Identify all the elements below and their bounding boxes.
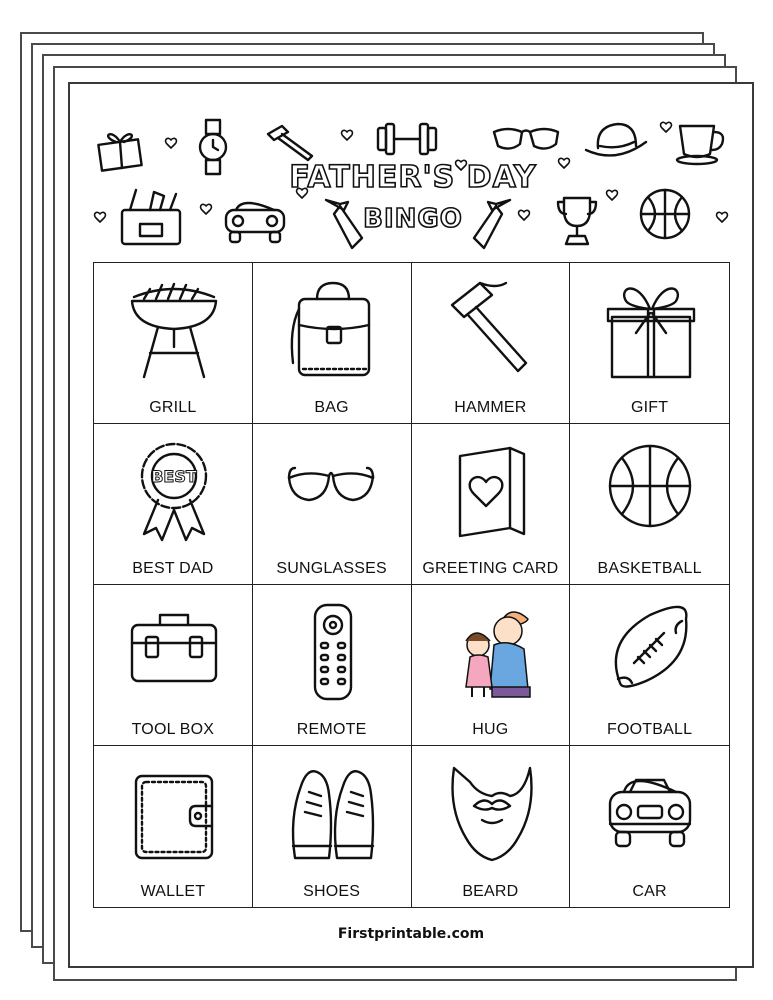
beard-icon	[446, 762, 538, 864]
gift-icon	[604, 279, 696, 381]
bag-icon	[287, 279, 379, 381]
bingo-cell-wallet[interactable]	[94, 746, 253, 907]
remote-icon	[287, 601, 379, 703]
cell-label: HUG	[472, 721, 509, 738]
hammer-icon	[446, 279, 538, 381]
bingo-cell-grill[interactable]	[94, 263, 253, 424]
cell-label: BEST DAD	[132, 560, 214, 577]
bingo-cell-greeting-card[interactable]	[412, 424, 571, 585]
shoes-icon	[271, 762, 395, 864]
bingo-cell-car[interactable]	[570, 746, 729, 907]
bingo-cell-tool-box[interactable]	[94, 585, 253, 746]
bingo-cell-beard[interactable]	[412, 746, 571, 907]
bingo-cell-football[interactable]	[570, 585, 729, 746]
cell-label: HAMMER	[454, 399, 527, 416]
best-dad-ribbon-icon	[128, 440, 220, 542]
wallet-icon	[128, 762, 220, 864]
cell-label: SUNGLASSES	[276, 560, 387, 577]
bingo-cell-sunglasses[interactable]	[253, 424, 412, 585]
footer-website: Firstprintable.com	[337, 926, 485, 942]
cell-label: WALLET	[140, 883, 206, 900]
bingo-cell-hammer[interactable]	[412, 263, 571, 424]
cell-label: GREETING CARD	[422, 560, 559, 577]
cell-label: TOOL BOX	[131, 721, 215, 738]
car-icon	[604, 762, 696, 864]
cell-label: REMOTE	[296, 721, 367, 738]
football-icon	[604, 601, 696, 703]
bingo-cell-shoes[interactable]	[253, 746, 412, 907]
bingo-cell-best-dad[interactable]	[94, 424, 253, 585]
cell-label: BASKETBALL	[597, 560, 702, 577]
hug-icon	[446, 601, 538, 703]
cell-label: GRILL	[149, 399, 197, 416]
sunglasses-icon	[265, 440, 397, 542]
cell-label: BAG	[314, 399, 349, 416]
cell-label: CAR	[632, 883, 667, 900]
ribbon-badge-text: BEST	[151, 467, 197, 486]
cell-label: FOOTBALL	[607, 721, 693, 738]
bingo-cell-hug[interactable]	[412, 585, 571, 746]
header-illustrations	[68, 82, 754, 260]
cell-label: BEARD	[462, 883, 519, 900]
title-fathers-day: FATHER'S DAY	[289, 160, 537, 195]
bingo-cell-basketball[interactable]	[570, 424, 729, 585]
bingo-grid	[93, 262, 730, 908]
grill-icon	[128, 279, 220, 381]
bingo-cell-bag[interactable]	[253, 263, 412, 424]
title-bingo: BINGO	[363, 204, 463, 234]
cell-label: SHOES	[303, 883, 361, 900]
bingo-cell-remote[interactable]	[253, 585, 412, 746]
toolbox-icon	[116, 601, 232, 703]
bingo-cell-gift[interactable]	[570, 263, 729, 424]
greeting-card-icon	[446, 440, 538, 542]
cell-label: GIFT	[631, 399, 669, 416]
basketball-icon	[604, 440, 696, 542]
